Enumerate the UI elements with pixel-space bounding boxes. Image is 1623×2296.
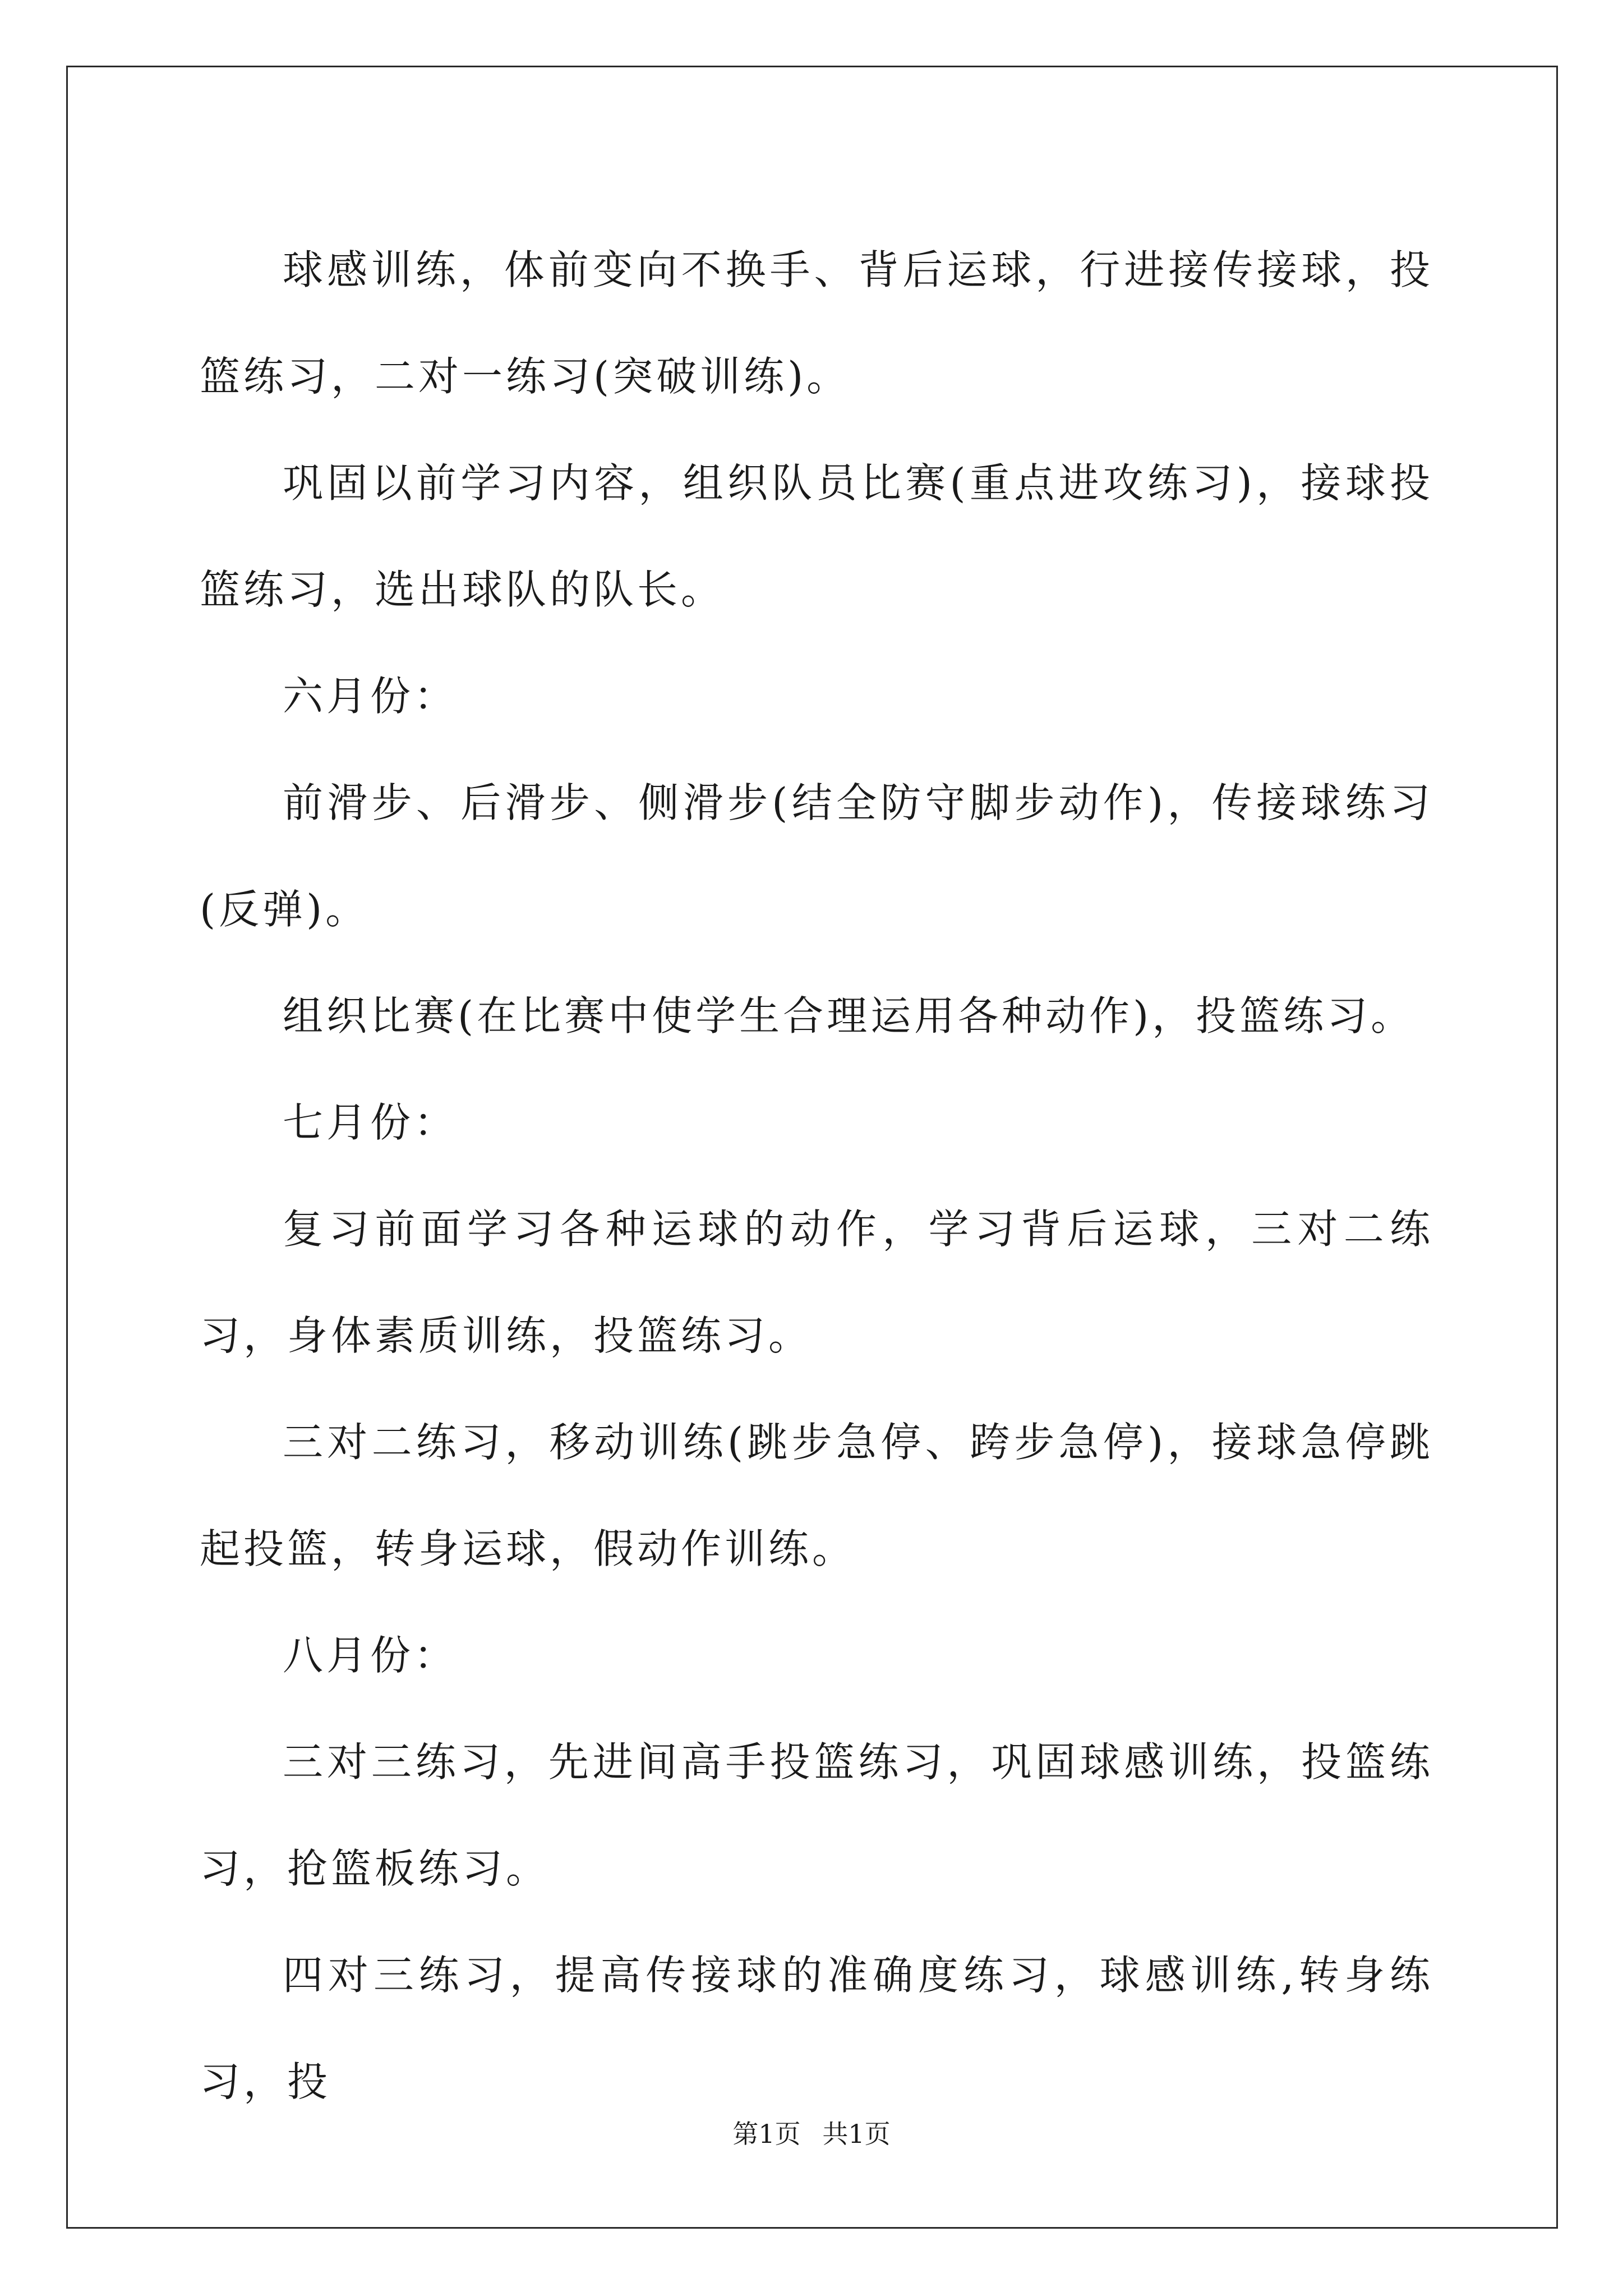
paragraph: 四对三练习，提高传接球的准确度练习，球感训练,转身练习，投 [200, 1952, 1433, 2105]
page-total: 共1页 [822, 2119, 891, 2149]
paragraph: 巩固以前学习内容，组织队员比赛(重点进攻练习)，接球投篮练习，选出球队的队长。 [200, 459, 1433, 613]
paragraph: 球感训练，体前变向不换手、背后运球，行进接传接球，投篮练习，二对一练习(突破训练)。 [200, 246, 1433, 400]
section-heading-june: 六月份： [283, 673, 458, 720]
paragraph: 前滑步、后滑步、侧滑步(结全防守脚步动作)，传接球练习(反弹)。 [200, 779, 1433, 933]
paragraph: 复习前面学习各种运球的动作，学习背后运球，三对二练习，身体素质训练，投篮练习。 [200, 1205, 1433, 1359]
section-heading-august: 八月份： [283, 1632, 458, 1679]
paragraph: 三对三练习，先进间高手投篮练习，巩固球感训练，投篮练习，抢篮板练习。 [200, 1738, 1433, 1892]
page-footer [0, 2114, 1623, 2151]
document-body [200, 217, 1433, 2135]
section-heading-july: 七月份： [283, 1099, 458, 1146]
page-number: 第1页 [732, 2119, 801, 2149]
paragraph: 三对二练习，移动训练(跳步急停、跨步急停)，接球急停跳起投篮，转身运球，假动作训练。 [200, 1419, 1433, 1572]
paragraph: 组织比赛(在比赛中使学生合理运用各种动作)，投篮练习。 [283, 992, 1415, 1039]
